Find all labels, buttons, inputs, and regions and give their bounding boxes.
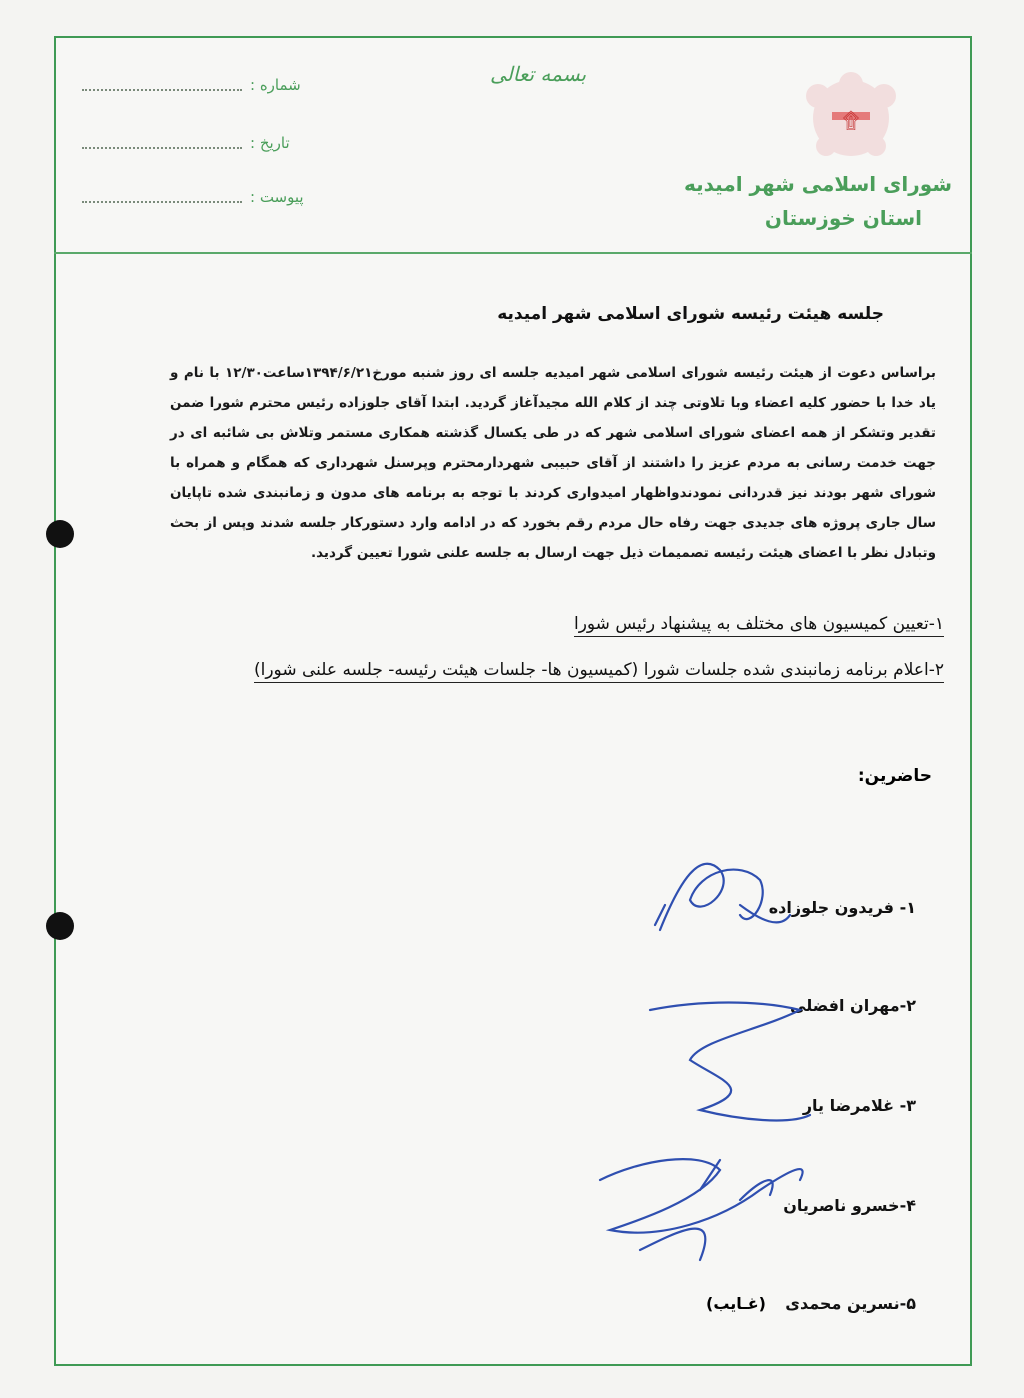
council-name: شورای اسلامی شهر امیدیه — [683, 172, 952, 196]
member-5: ۵-نسرین محمدی — [785, 1294, 916, 1313]
punch-hole-top — [46, 520, 74, 548]
member-2: ۲-مهران افضلی — [790, 996, 916, 1015]
date-label: تاریخ : — [250, 134, 290, 152]
member-1: ۱- فریدون جلوزاده — [768, 898, 916, 917]
document-body: براساس دعوت از هیئت رئیسه شورای اسلامی شهر امیدیه جلسه ای روز شنبه مورخ۱۳۹۴/۶/۲۱ساعت۱۲/۳۰ با نام و یاد خدا با حضور کلیه اعضاء وبا تلاوتی چند از کلام الله مجیدآغاز گردید. ابتدا آقای جلوزاده رئیس محترم شورا ضمن تقدیر وتشکر از همه اعضای شورای اسلامی شهر که در طی یکسال گذشته همکاری مستمر وتلاش بی شائبه ای در جهت خدمت رسانی به مردم عزیز را داشتند از آقای حبیبی شهردارمحترم وپرسنل شهرداری که همگام و همراه با شورای شهر بودند نیز قدردانی نمودندواظهار امیدواری کردند با توجه به برنامه های مدون و زمانبندی شده تاپایان سال جاری پروژه های جدیدی جهت رفاه حال مردم رقم بخورد که در ادامه وارد دستورکار جلسه شدند وپس از بحث وتبادل نظر با اعضای هیئت رئیسه تصمیمات ذیل جهت ارسال به جلسه علنی شورا تعیین گردید. — [170, 365, 936, 561]
absent-note: (غـایب) — [706, 1294, 766, 1313]
basmala: بسمه تعالی — [490, 62, 587, 86]
document-title: جلسه هیئت رئیسه شورای اسلامی شهر امیدیه — [497, 304, 884, 324]
punch-hole-bottom — [46, 912, 74, 940]
member-4: ۴-خسرو ناصریان — [783, 1196, 916, 1215]
attachment-label: پیوست : — [250, 188, 304, 206]
present-label: حاضرین: — [857, 766, 932, 786]
signature-3 — [600, 1159, 803, 1260]
number-label: شماره : — [250, 76, 301, 94]
svg-text:۩: ۩ — [842, 109, 860, 134]
signature-2 — [650, 1003, 810, 1121]
agenda-item-2: ۲-اعلام برنامه زمانبندی شده جلسات شورا (کمیسیون ها- جلسات هیئت رئیسه- جلسه علنی شورا) — [254, 660, 944, 683]
member-3: ۳- غلامرضا یار — [802, 1096, 916, 1115]
province-name: استان خوزستان — [764, 206, 922, 230]
agenda-item-1: ۱-تعیین کمیسیون های مختلف به پیشنهاد رئیس شورا — [574, 614, 944, 637]
signature-1 — [655, 864, 790, 930]
